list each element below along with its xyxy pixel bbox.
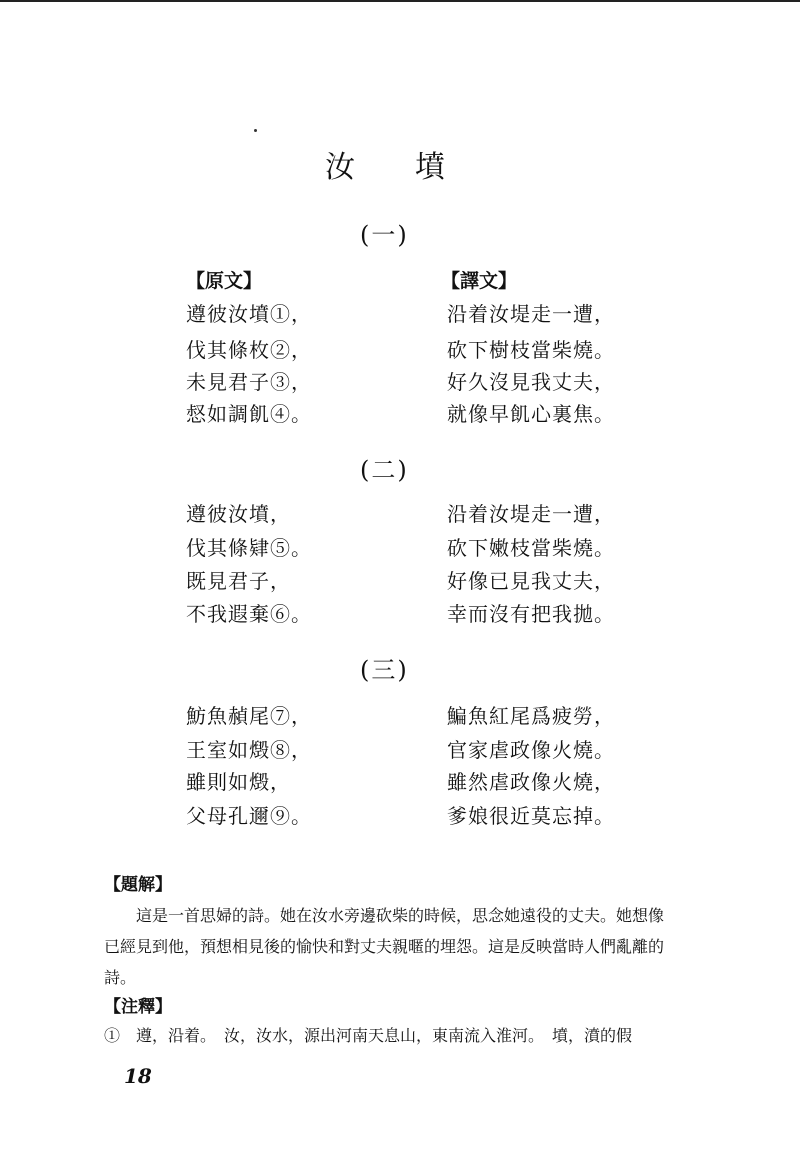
title-char-2: 墳 — [415, 150, 445, 185]
page-number: 18 — [124, 1064, 152, 1088]
stanza1-original-line-4: 惄如調飢④。 — [186, 402, 312, 426]
stanza2-original-line-2: 伐其條肄⑤。 — [186, 536, 312, 560]
tijie-text: 這是一首思婦的詩。她在汝水旁邊砍柴的時候，思念她遠役的丈夫。她想像已經見到他，預想相見後的愉快和對丈夫親暱的埋怨。這是反映當時人們亂離的詩。 — [104, 906, 665, 987]
zhushi-label: 【注釋】 — [104, 997, 172, 1017]
translation-header: 【譯文】 — [441, 270, 518, 292]
note-1: ① 遵，沿着。 汝，汝水，源出河南天息山，東南流入淮河。 墳，濆的假 — [104, 1026, 633, 1045]
section-two-marker: (二) — [360, 456, 409, 484]
stanza3-translation-line-3: 雖然虐政像火燒， — [447, 770, 615, 794]
stanza2-original-line-1: 遵彼汝墳， — [186, 502, 291, 526]
stanza3-original-line-1: 魴魚赬尾⑦， — [186, 704, 312, 728]
tijie-label: 【題解】 — [104, 875, 172, 895]
speck — [254, 129, 257, 132]
stanza3-translation-line-1: 鯿魚紅尾爲疲勞， — [447, 704, 615, 728]
stanza3-original-line-4: 父母孔邇⑨。 — [186, 804, 312, 828]
page-title — [325, 142, 445, 186]
stanza1-original-line-2: 伐其條枚②， — [186, 338, 312, 362]
stanza2-translation-line-2: 砍下嫩枝當柴燒。 — [447, 536, 615, 560]
stanza1-original-line-1: 遵彼汝墳①， — [186, 302, 312, 326]
stanza1-original-line-3: 未見君子③， — [186, 370, 312, 394]
stanza1-translation-line-3: 好久沒見我丈夫， — [447, 370, 615, 394]
stanza2-original-line-3: 既見君子， — [186, 569, 291, 593]
section-one-marker: (一) — [360, 221, 409, 249]
stanza2-original-line-4: 不我遐棄⑥。 — [186, 602, 312, 626]
stanza3-translation-line-4: 爹娘很近莫忘掉。 — [447, 804, 615, 828]
stanza3-translation-line-2: 官家虐政像火燒。 — [447, 738, 615, 762]
original-header: 【原文】 — [186, 270, 263, 292]
stanza1-translation-line-2: 砍下樹枝當柴燒。 — [447, 338, 615, 362]
stanza2-translation-line-4: 幸而沒有把我拋。 — [447, 602, 615, 626]
stanza1-translation-line-1: 沿着汝堤走一遭， — [447, 302, 615, 326]
title-char-1: 汝 — [325, 150, 355, 185]
stanza3-original-line-3: 雖則如燬， — [186, 770, 291, 794]
stanza2-translation-line-1: 沿着汝堤走一遭， — [447, 502, 615, 526]
stanza2-translation-line-3: 好像已見我丈夫， — [447, 569, 615, 593]
top-border — [0, 0, 800, 2]
section-three-marker: (三) — [360, 656, 409, 684]
stanza1-translation-line-4: 就像早飢心裏焦。 — [447, 402, 615, 426]
stanza3-original-line-2: 王室如燬⑧， — [186, 738, 312, 762]
